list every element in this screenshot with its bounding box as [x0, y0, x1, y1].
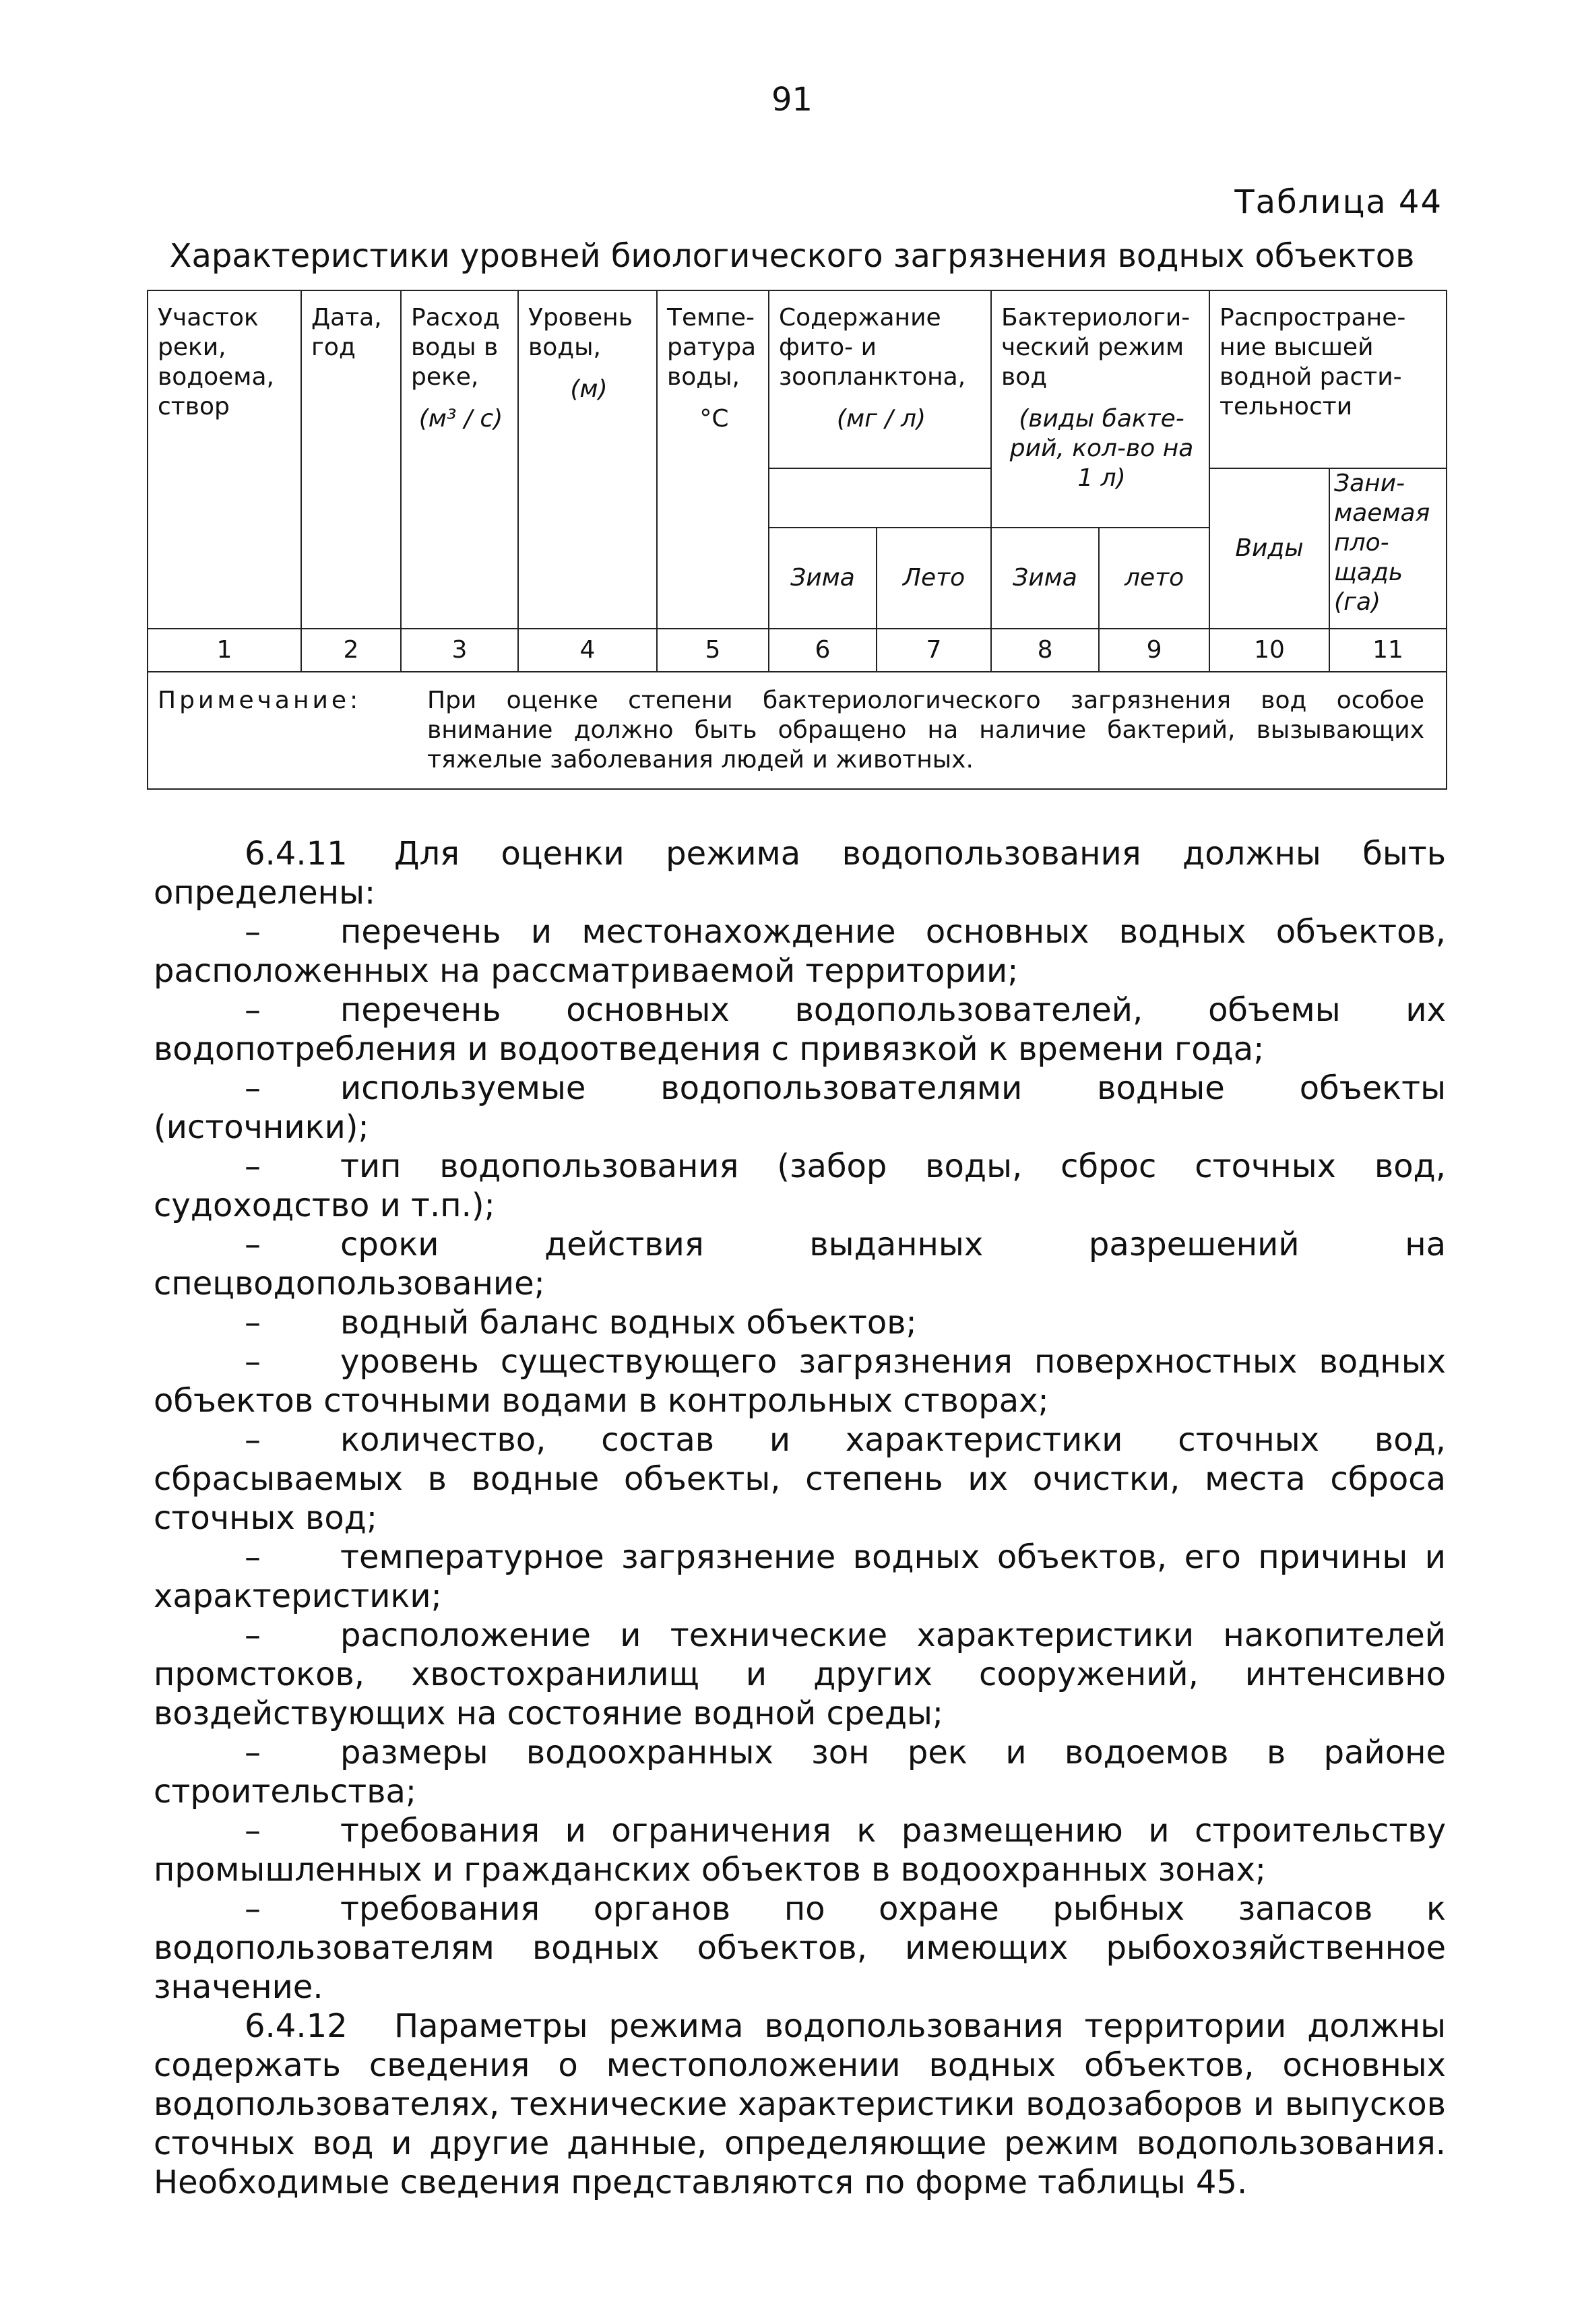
- header-temperature: Темпе-ратура воды, °С: [657, 290, 769, 629]
- section-6-4-12: [154, 2007, 1446, 2202]
- list-item: – используемые водопользователями водные объекты (источники);: [154, 1069, 1446, 1146]
- bacteriological-unit: (виды бакте-рий, кол-во на 1 л): [1009, 405, 1194, 492]
- list-item: – размеры водоохранных зон рек и водоемов в районе строительства;: [154, 1734, 1446, 1811]
- column-number: 3: [401, 629, 518, 672]
- bacteriological-summer: лето: [1099, 528, 1209, 629]
- list-item: – тип водопользования (забор воды, сброс сточных вод, судоходство и т.п.);: [154, 1148, 1446, 1224]
- table-note: [148, 672, 1447, 789]
- table-title: Характеристики уровней биологического загрязнения водных объектов: [169, 237, 1415, 275]
- header-bacteriological: Бактериологи-ческий режим вод (виды бакте-рий, кол-во на 1 л): [991, 290, 1209, 528]
- header-date: Дата, год: [301, 290, 401, 629]
- header-flow: Расход воды в реке, (м³ / с): [401, 290, 518, 629]
- table-label: Таблица 44: [1234, 183, 1443, 221]
- column-number: 10: [1209, 629, 1329, 672]
- list-item: – перечень и местонахождение основных водных объектов, расположенных на рассматриваемой территории;: [154, 913, 1446, 990]
- flow-unit: (м³ / с): [418, 405, 503, 433]
- header-species: Виды: [1209, 468, 1329, 629]
- column-number: 1: [148, 629, 301, 672]
- plankton-summer: Лето: [877, 528, 991, 629]
- column-number: 9: [1099, 629, 1209, 672]
- section-6-4-11: [154, 834, 1446, 912]
- list-item: – температурное загрязнение водных объектов, его причины и характеристики;: [154, 1538, 1446, 1615]
- header-level: Уровень воды, (м): [518, 290, 657, 629]
- level-unit: (м): [570, 375, 608, 403]
- header-plankton: Содержание фито- и зоопланктона, (мг / л): [769, 290, 991, 468]
- column-number: 4: [518, 629, 657, 672]
- column-number: 11: [1329, 629, 1447, 672]
- list-item: – водный баланс водных объектов;: [245, 1304, 917, 1342]
- header-vegetation: Распростране-ние высшей водной расти-тельности: [1209, 290, 1447, 468]
- list-item: – перечень основных водопользователей, объемы их водопотребления и водоотведения с привязкой к времени года;: [154, 991, 1446, 1068]
- section-number: 6.4.11: [245, 835, 348, 873]
- note-label: Примечание:: [158, 687, 362, 714]
- note-text: При оценке степени бактериологического загрязнения вод особое внимание должно быть обращено на наличие бактерий, вызывающих тяжелые заболевания людей и животных.: [427, 687, 1424, 774]
- bacteriological-winter: Зима: [991, 528, 1099, 629]
- list-item: – уровень существующего загрязнения поверхностных водных объектов сточными водами в контрольных створах;: [154, 1343, 1446, 1420]
- page-number: 91: [771, 81, 813, 119]
- temperature-unit: °С: [699, 405, 729, 433]
- list-item: – требования и ограничения к размещению и строительству промышленных и гражданских объектов в водоохранных зонах;: [154, 1812, 1446, 1889]
- column-number: 7: [877, 629, 991, 672]
- plankton-spacer: [769, 468, 991, 528]
- column-number: 6: [769, 629, 877, 672]
- section-text: Параметры режима водопользования территории должны содержать сведения о местоположении водных объектов, основных водопользователях, технические характеристики водозаборов и выпусков сточных вод и другие данные, определяющие режим водопользования. Необходимые сведения представляются по форме таблицы 45.: [154, 2007, 1446, 2201]
- plankton-unit: (мг / л): [836, 405, 926, 433]
- header-section: Участок реки, водоема, створ: [148, 290, 301, 629]
- section-number: 6.4.12: [245, 2007, 348, 2045]
- section-text: Для оценки режима водопользования должны быть определены:: [154, 835, 1446, 912]
- list-item: – требования органов по охране рыбных запасов к водопользователям водных объектов, имеющих рыбохозяйственное значение.: [154, 1890, 1446, 2006]
- list-item: – сроки действия выданных разрешений на спецводопользование;: [154, 1226, 1446, 1302]
- column-number: 2: [301, 629, 401, 672]
- characteristics-table: [147, 290, 1447, 790]
- body-text: [154, 834, 1446, 2202]
- column-number: 5: [657, 629, 769, 672]
- header-area: Зани-маемая пло-щадь (га): [1329, 468, 1447, 629]
- list-item: – количество, состав и характеристики сточных вод, сбрасываемых в водные объекты, степень их очистки, места сброса сточных вод;: [154, 1421, 1446, 1537]
- plankton-winter: Зима: [769, 528, 877, 629]
- column-number: 8: [991, 629, 1099, 672]
- list-item: – расположение и технические характеристики накопителей промстоков, хвостохранилищ и других сооружений, интенсивно воздействующих на состояние водной среды;: [154, 1616, 1446, 1732]
